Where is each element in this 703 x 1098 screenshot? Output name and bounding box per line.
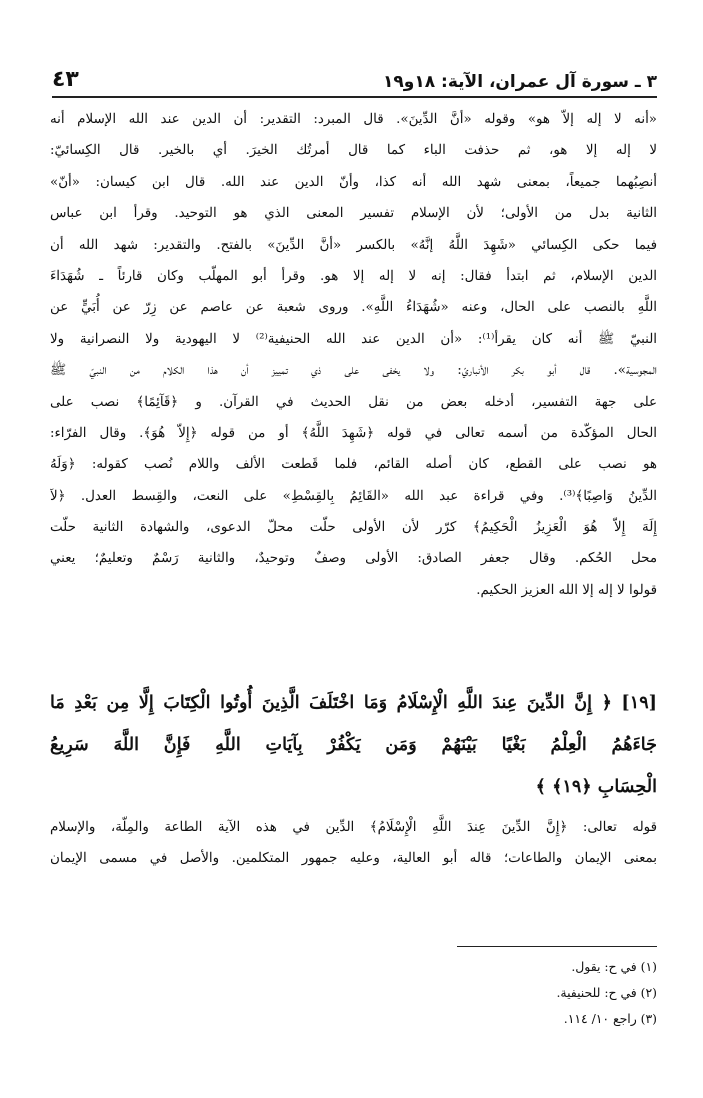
- running-title: ٣ ـ سورة آل عمران، الآية: ١٨و١٩: [383, 72, 657, 92]
- footnotes: [357, 954, 657, 1032]
- text-line: محل الحُكم. وقال جعفر الصادق: الأولى وصفٌ وتوحيدٌ، والثانية رَسْمٌ وتعليمٌ؛ يعني: [50, 551, 657, 567]
- text-line: بمعنى الإيمان والطاعات؛ قاله أبو العالية، وعليه جمهور المتكلمين. والأصل في مسمى الإيمان: [50, 851, 657, 866]
- text-line: فيما حكى الكِسائي «شَهِدَ اللَّهُ إنَّهُ» بالكسر «أنَّ الدِّينَ» بالفتح. والتقدير: شهد الله أن: [50, 237, 657, 253]
- text-line: أنصِبُهما جميعاً، بمعنى شهد الله أنه كذا، وأنّ الدين عند الله. قال ابن كيسان: «أنّ»: [50, 174, 657, 190]
- text-line: «أنه لا إله إلاّ هو» وقوله «أنَّ الدِّينَ». قال المبرد: التقدير: أن الدين عند الله الإسلام أنه: [50, 112, 657, 127]
- text-line: قولوا لا إله إلا الله العزيز الحكيم.: [476, 582, 657, 598]
- text-line: على جهة التفسير، أدخله بعض من نقل الحديث في القرآن. و ﴿قَآئِمًا﴾ نصب على: [50, 394, 657, 410]
- commentary-text: [50, 104, 657, 606]
- text-line: المجوسية». قال أبو بكر الأنباريّ: ولا يخفى على ذي تمييز أن هذا الكلام من النبيّ ﷺ: [50, 363, 657, 379]
- quran-verse: [50, 682, 657, 808]
- verse-line: [١٩] ﴿ إِنَّ الدِّينَ عِندَ اللَّهِ الْإِسْلَامُ وَمَا اخْتَلَفَ الَّذِينَ أُوتُوا الْكِتَابَ إِلَّا مِن بَعْدِ مَا: [50, 692, 657, 713]
- text-line: لا إله إلا هو، ثم حذفت الباء كما قال أمرتُك الخيرَ. أي بالخير. قال الكِسائيّ:: [50, 143, 657, 159]
- verse-line: جَاءَهُمُ الْعِلْمُ بَغْيًا بَيْنَهُمْ وَمَن يَكْفُرْ بِآيَاتِ اللَّهِ فَإِنَّ اللَّهَ سَرِيعُ: [50, 734, 657, 755]
- footnote-divider: [457, 946, 657, 947]
- footnote: (١) في ح: يقول.: [571, 959, 657, 974]
- text-line: اللَّهِ بالنصب على الحال، وعنه «شُهَدَاءُ اللَّهِ». وروى شعبة عن عاصم عن زِرّ عن أُبَيٍّ عن: [50, 300, 657, 316]
- verse-commentary: [50, 812, 657, 874]
- text-line: قوله تعالى: ﴿إِنَّ الدِّينَ عِندَ اللَّهِ الْإِسْلَامُ﴾ الدِّين في هذه الآية الطاعة والمِلّة، والإسلام: [50, 820, 657, 835]
- text-line: الثانية بدل من الأولى؛ لأن الإسلام تفسير المعنى الذي هو التوحيد. وقرأ ابن عباس: [50, 206, 657, 222]
- text-line: هو نصب على القطع، كان أصله القائم، فلما قَطعت الألف واللام نُصب كقوله: ﴿وَلَهُ: [50, 457, 657, 473]
- page-header: [52, 62, 657, 98]
- text-line: الحال المؤكّدة من أسمه تعالى في قوله ﴿شَهِدَ اللَّهُ﴾ أو من قوله ﴿إِلاّ هُوَ﴾. وقال الفرّاء:: [50, 425, 657, 441]
- text-line: الدِّينُ وَاصِبًا﴾⁽³⁾. وفي قراءة عبد الله «القَائِمُ بِالقِسْطِ» على النعت، والقِسط العدل. ﴿لآ: [50, 488, 657, 504]
- verse-line: الْحِسَابِ ﴿١٩﴾ ﴾: [535, 776, 657, 797]
- page-number: ٤٣: [52, 67, 79, 92]
- text-line: الدين الإسلام، ثم ابتدأ فقال: إنه لا إله إلا هو. وقرأ أبو المهلّب وكان قارئاً ـ شُهَدَاءَ: [50, 268, 657, 284]
- footnote: (٣) راجع ١٠/ ١١٤.: [563, 1011, 657, 1026]
- footnote: (٢) في ح: للحنيفية.: [556, 985, 657, 1000]
- text-line: إِلَهَ إِلاّ هُوَ الْعَزِيزُ الْحَكِيمُ﴾ كرّر لأن الأولى حلّت محلّ الدعوى، والشهادة الثانية حلّت: [50, 520, 657, 536]
- text-line: النبيّ ﷺ أنه كان يقرأ⁽¹⁾: «أن الدين عند الله الحنيفية⁽²⁾ لا اليهودية ولا النصرانية ولا: [50, 331, 657, 347]
